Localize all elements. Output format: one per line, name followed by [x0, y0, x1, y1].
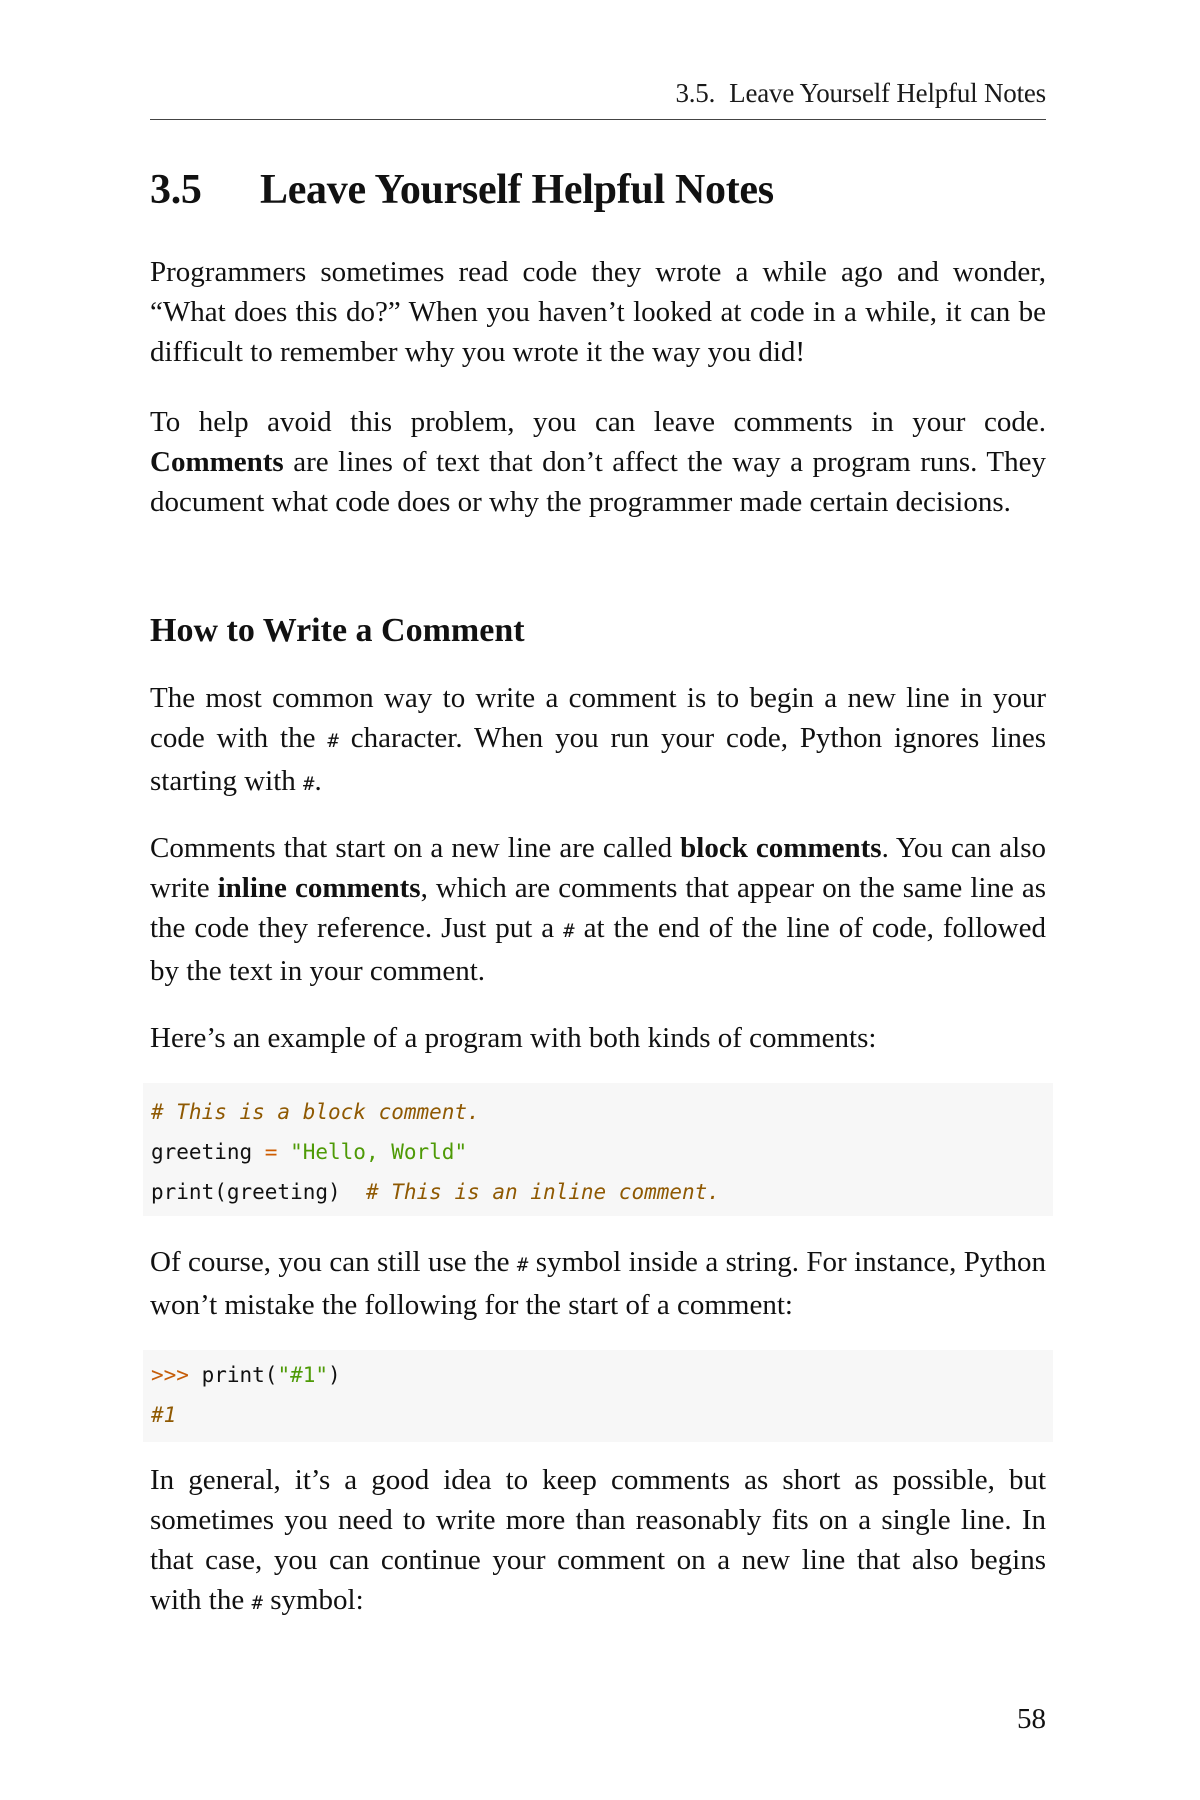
- repl-prompt: >>>: [151, 1363, 189, 1387]
- paragraph-multiline-comments: [150, 1460, 1046, 1623]
- section-title-text: Leave Yourself Helpful Notes: [260, 167, 774, 213]
- inline-code-hash: #: [516, 1254, 529, 1276]
- text: , which are comments that appear on the same line as the code they reference. Just put a: [150, 872, 1047, 944]
- text: are lines of text that don’t affect the way a program runs. They document what code does or why the programmer made certain decisions.: [150, 446, 1046, 518]
- text: Comments that start on a new line are called: [150, 832, 681, 864]
- term-block-comments: block comments: [680, 832, 882, 864]
- code-identifier: greeting: [151, 1140, 253, 1164]
- text: .: [314, 765, 322, 797]
- text: To help avoid this problem, you can leave comments in your code.: [150, 406, 1046, 438]
- inline-code-hash: #: [327, 730, 339, 752]
- term-comments: Comments: [150, 446, 284, 478]
- code-line: [151, 1092, 480, 1132]
- paragraph-comments-definition: [150, 402, 1046, 522]
- code-comment: # This is a block comment.: [151, 1100, 480, 1124]
- term-inline-comments: inline comments: [217, 872, 421, 904]
- code-call: print(greeting): [151, 1180, 366, 1204]
- code-string: "#1": [277, 1363, 329, 1387]
- code-line: [151, 1132, 467, 1172]
- code-line: [151, 1355, 341, 1395]
- code-block-repl-example: [143, 1350, 1053, 1442]
- inline-code-hash: #: [303, 773, 315, 795]
- paragraph-block-inline: [150, 828, 1046, 991]
- subheading: How to Write a Comment: [150, 612, 525, 649]
- inline-code-hash: #: [563, 920, 575, 942]
- text: . You can also write: [150, 832, 1046, 904]
- code-comment: # This is an inline comment.: [365, 1180, 720, 1204]
- text: symbol inside a string. For instance, Python won’t mistake the following for the start of a comment:: [150, 1246, 1046, 1321]
- paragraph-hash-in-string: [150, 1242, 1046, 1325]
- inline-code-hash: #: [251, 1592, 263, 1614]
- text: character. When you run your code, Python ignores lines starting with: [150, 722, 1046, 797]
- text: Of course, you can still use the: [150, 1246, 517, 1278]
- running-header-title: Leave Yourself Helpful Notes: [729, 78, 1046, 108]
- paragraph-intro: Programmers sometimes read code they wrote a while ago and wonder, “What does this do?” When you haven’t looked at code in a while, it can be difficult to remember why you wrote it the way you did!: [150, 256, 1046, 368]
- repl-output: #1: [151, 1403, 177, 1427]
- paragraph-how-to: [150, 678, 1046, 804]
- code-operator: =: [252, 1140, 291, 1164]
- page-number: 58: [1017, 1703, 1046, 1735]
- code-line: [151, 1395, 176, 1435]
- text: The most common way to write a comment is to begin a new line in your code with the: [150, 682, 1046, 754]
- code-block-comments-example: [143, 1083, 1053, 1216]
- header-rule: [150, 119, 1046, 120]
- code-string: "Hello, World": [290, 1140, 468, 1164]
- text: at the end of the line of code, followed by the text in your comment.: [150, 912, 1046, 987]
- code-call: ): [328, 1363, 341, 1387]
- running-header-number: 3.5.: [675, 78, 716, 108]
- running-header: [675, 78, 1046, 109]
- code-call: print(: [188, 1363, 278, 1387]
- text: In general, it’s a good idea to keep comments as short as possible, but sometimes you need to write more than reasonably fits on a single line. In that case, you can continue your comment on a new line that also begins with the: [150, 1464, 1046, 1616]
- paragraph-example-intro: Here’s an example of a program with both kinds of comments:: [150, 1022, 877, 1054]
- section-title: [150, 166, 774, 214]
- section-number: 3.5: [150, 167, 202, 213]
- text: symbol:: [262, 1584, 364, 1616]
- code-line: [151, 1172, 720, 1212]
